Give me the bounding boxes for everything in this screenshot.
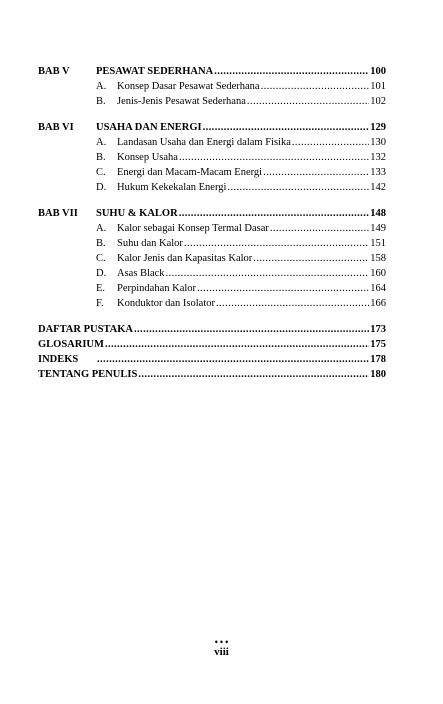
entry-letter: F. bbox=[96, 298, 104, 309]
chapter-heading[interactable] bbox=[38, 64, 386, 79]
toc-entry[interactable] bbox=[38, 79, 386, 94]
entry-page: 133 bbox=[370, 167, 386, 178]
back-matter-page: 173 bbox=[370, 324, 386, 335]
back-matter-entry[interactable] bbox=[38, 337, 386, 352]
back-matter-title: GLOSARIUM bbox=[38, 339, 104, 350]
dot-leader bbox=[270, 221, 369, 236]
chapter-page: 148 bbox=[370, 208, 386, 219]
toc-entry[interactable] bbox=[38, 180, 386, 195]
dot-leader bbox=[253, 251, 369, 266]
entry-title: Hukum Kekekalan Energi bbox=[117, 182, 227, 193]
entry-page: 132 bbox=[370, 152, 386, 163]
entry-title: Kalor sebagai Konsep Termal Dasar bbox=[117, 223, 269, 234]
entry-title: Jenis-Jenis Pesawat Sederhana bbox=[117, 96, 246, 107]
back-matter-page: 178 bbox=[370, 354, 386, 365]
toc-entry[interactable] bbox=[38, 236, 386, 251]
chapter-title: USAHA DAN ENERGI bbox=[96, 122, 202, 133]
entry-letter: C. bbox=[96, 253, 106, 264]
dot-leader bbox=[247, 94, 369, 109]
back-matter-title: DAFTAR PUSTAKA bbox=[38, 324, 133, 335]
toc-entry[interactable] bbox=[38, 281, 386, 296]
entry-page: 101 bbox=[370, 81, 386, 92]
dot-leader bbox=[203, 120, 369, 135]
page-number: viii bbox=[214, 646, 229, 658]
dot-leader bbox=[179, 150, 369, 165]
back-matter-entry[interactable] bbox=[38, 367, 386, 382]
entry-letter: B. bbox=[96, 152, 106, 163]
back-matter-page: 180 bbox=[370, 369, 386, 380]
footer-ornament: ••• bbox=[214, 637, 231, 647]
toc-entry[interactable] bbox=[38, 266, 386, 281]
entry-page: 164 bbox=[370, 283, 386, 294]
entry-letter: A. bbox=[96, 137, 107, 148]
entry-letter: E. bbox=[96, 283, 106, 294]
back-matter-title: TENTANG PENULIS bbox=[38, 369, 138, 380]
page-footer bbox=[0, 638, 443, 658]
chapter-bab-v bbox=[38, 64, 386, 109]
back-matter-title: INDEKS bbox=[38, 354, 79, 365]
table-of-contents bbox=[38, 64, 386, 382]
entry-page: 151 bbox=[370, 238, 386, 249]
entry-letter: B. bbox=[96, 96, 106, 107]
chapter-heading[interactable] bbox=[38, 206, 386, 221]
toc-entry[interactable] bbox=[38, 221, 386, 236]
back-matter-entry[interactable] bbox=[38, 352, 386, 367]
dot-leader bbox=[138, 367, 369, 382]
entry-page: 166 bbox=[370, 298, 386, 309]
chapter-page: 100 bbox=[370, 66, 386, 77]
entry-title: Asas Black bbox=[117, 268, 165, 279]
toc-entry[interactable] bbox=[38, 296, 386, 311]
entry-page: 102 bbox=[370, 96, 386, 107]
back-matter-entry[interactable] bbox=[38, 322, 386, 337]
entry-letter: D. bbox=[96, 268, 107, 279]
dot-leader bbox=[214, 64, 369, 79]
entry-page: 130 bbox=[370, 137, 386, 148]
chapter-title: PESAWAT SEDERHANA bbox=[96, 66, 214, 77]
entry-page: 149 bbox=[370, 223, 386, 234]
dot-leader bbox=[134, 322, 369, 337]
toc-entry[interactable] bbox=[38, 150, 386, 165]
entry-title: Perpindahan Kalor bbox=[117, 283, 197, 294]
entry-title: Landasan Usaha dan Energi dalam Fisika bbox=[117, 137, 291, 148]
dot-leader bbox=[227, 180, 369, 195]
entry-letter: D. bbox=[96, 182, 107, 193]
dot-leader bbox=[261, 79, 369, 94]
entry-letter: A. bbox=[96, 81, 107, 92]
toc-entry[interactable] bbox=[38, 165, 386, 180]
dot-leader bbox=[105, 337, 369, 352]
chapter-number: BAB VI bbox=[38, 122, 74, 133]
entry-title: Energi dan Macam-Macam Energi bbox=[117, 167, 263, 178]
dot-leader bbox=[184, 236, 369, 251]
dot-leader bbox=[216, 296, 369, 311]
entry-title: Konsep Dasar Pesawat Sederhana bbox=[117, 81, 260, 92]
chapter-number: BAB V bbox=[38, 66, 70, 77]
entry-page: 142 bbox=[370, 182, 386, 193]
entry-title: Suhu dan Kalor bbox=[117, 238, 183, 249]
chapter-bab-vi bbox=[38, 120, 386, 195]
chapter-heading[interactable] bbox=[38, 120, 386, 135]
chapter-page: 129 bbox=[370, 122, 386, 133]
back-matter bbox=[38, 322, 386, 382]
toc-entry[interactable] bbox=[38, 94, 386, 109]
dot-leader bbox=[292, 135, 369, 150]
toc-entry[interactable] bbox=[38, 251, 386, 266]
entry-letter: C. bbox=[96, 167, 106, 178]
chapter-number: BAB VII bbox=[38, 208, 78, 219]
entry-letter: A. bbox=[96, 223, 107, 234]
dot-leader bbox=[166, 266, 369, 281]
entry-page: 160 bbox=[370, 268, 386, 279]
toc-entry[interactable] bbox=[38, 135, 386, 150]
dot-leader bbox=[197, 281, 369, 296]
dot-leader bbox=[179, 206, 369, 221]
chapter-bab-vii bbox=[38, 206, 386, 311]
back-matter-page: 175 bbox=[370, 339, 386, 350]
entry-title: Konduktor dan Isolator bbox=[117, 298, 215, 309]
entry-title: Konsep Usaha bbox=[117, 152, 178, 163]
entry-title: Kalor Jenis dan Kapasitas Kalor bbox=[117, 253, 253, 264]
dot-leader bbox=[263, 165, 369, 180]
dot-leader bbox=[97, 352, 369, 367]
chapter-title: SUHU & KALOR bbox=[96, 208, 178, 219]
entry-letter: B. bbox=[96, 238, 106, 249]
entry-page: 158 bbox=[370, 253, 386, 264]
